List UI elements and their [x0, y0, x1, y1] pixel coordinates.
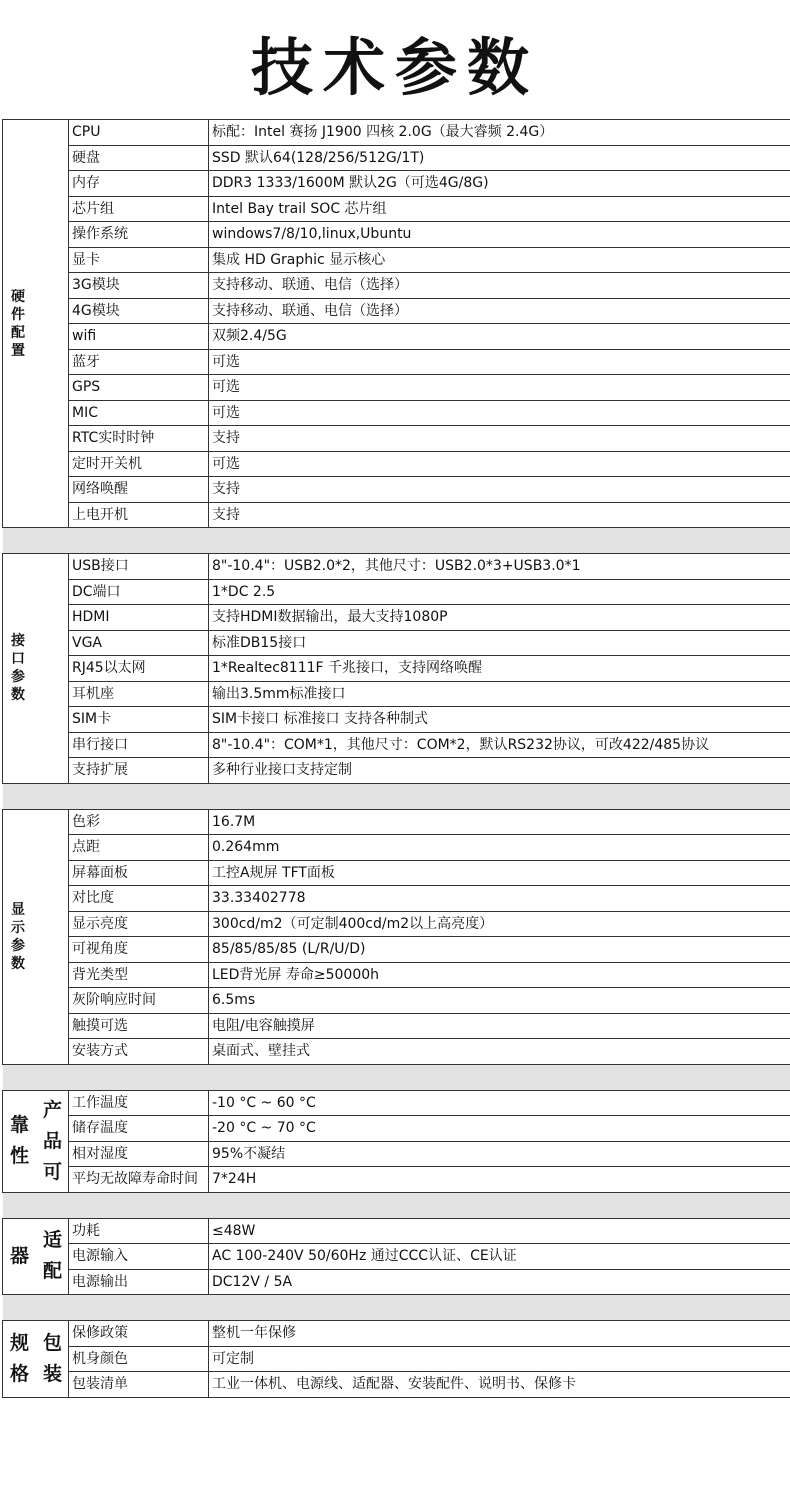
- spec-row-display: [3, 860, 790, 886]
- spec-value: windows7/8/10,linux,Ubuntu: [209, 222, 790, 248]
- spec-row-reliability: [3, 1090, 790, 1116]
- section-label-text: 硬件配置: [11, 288, 25, 359]
- section-label-right: 产品可: [42, 1098, 62, 1183]
- spec-key: 平均无故障寿命时间: [69, 1167, 209, 1193]
- spec-row-display: [3, 1013, 790, 1039]
- spec-key: 耳机座: [69, 681, 209, 707]
- spec-key: DC端口: [69, 579, 209, 605]
- spec-key: CPU: [69, 120, 209, 146]
- spec-key: 点距: [69, 835, 209, 861]
- section-divider-cell: [3, 1192, 790, 1218]
- spec-value: 工业一体机、电源线、适配器、安装配件、说明书、保修卡: [209, 1372, 790, 1398]
- spec-row-interface: [3, 707, 790, 733]
- spec-key: wifi: [69, 324, 209, 350]
- spec-value: 可选: [209, 451, 790, 477]
- spec-row-hardware: [3, 451, 790, 477]
- section-label-left: 规格: [9, 1331, 29, 1385]
- spec-key: 背光类型: [69, 962, 209, 988]
- spec-row-interface: [3, 630, 790, 656]
- spec-row-interface: [3, 681, 790, 707]
- spec-row-hardware: [3, 400, 790, 426]
- spec-row-hardware: [3, 502, 790, 528]
- spec-row-hardware: [3, 349, 790, 375]
- spec-row-hardware: [3, 145, 790, 171]
- spec-value: 支持移动、联通、电信（选择）: [209, 298, 790, 324]
- spec-key: 对比度: [69, 886, 209, 912]
- spec-value: 300cd/m2（可定制400cd/m2以上高亮度）: [209, 911, 790, 937]
- spec-key: 电源输入: [69, 1244, 209, 1270]
- spec-table: [2, 119, 790, 1398]
- spec-value: 支持移动、联通、电信（选择）: [209, 273, 790, 299]
- spec-row-hardware: [3, 477, 790, 503]
- spec-value: 整机一年保修: [209, 1321, 790, 1347]
- spec-value: 可选: [209, 349, 790, 375]
- section-label-package: [3, 1321, 69, 1398]
- spec-row-interface: [3, 605, 790, 631]
- spec-value: 16.7M: [209, 809, 790, 835]
- spec-key: HDMI: [69, 605, 209, 631]
- section-label-interface: [3, 554, 69, 784]
- section-label-text: 接口参数: [11, 633, 25, 704]
- spec-row-reliability: [3, 1167, 790, 1193]
- spec-value: 8"-10.4"：COM*1，其他尺寸：COM*2，默认RS232协议，可改422/485协议: [209, 732, 790, 758]
- spec-row-reliability: [3, 1116, 790, 1142]
- section-divider-cell: [3, 528, 790, 554]
- spec-key: 上电开机: [69, 502, 209, 528]
- spec-value: 85/85/85/85 (L/R/U/D): [209, 937, 790, 963]
- section-divider-cell: [3, 783, 790, 809]
- spec-row-display: [3, 1039, 790, 1065]
- spec-key: 显卡: [69, 247, 209, 273]
- spec-value: LED背光屏 寿命≥50000h: [209, 962, 790, 988]
- spec-value: 7*24H: [209, 1167, 790, 1193]
- spec-value: -20 °C ~ 70 °C: [209, 1116, 790, 1142]
- spec-key: 工作温度: [69, 1090, 209, 1116]
- section-divider-cell: [3, 1064, 790, 1090]
- spec-value: 6.5ms: [209, 988, 790, 1014]
- section-label-right: 适配: [42, 1229, 62, 1283]
- spec-row-interface: [3, 554, 790, 580]
- section-divider: [3, 528, 790, 554]
- spec-key: 灰阶响应时间: [69, 988, 209, 1014]
- spec-row-interface: [3, 579, 790, 605]
- spec-value: SIM卡接口 标准接口 支持各种制式: [209, 707, 790, 733]
- spec-row-hardware: [3, 426, 790, 452]
- spec-value: 双频2.4/5G: [209, 324, 790, 350]
- spec-row-hardware: [3, 196, 790, 222]
- section-divider: [3, 1192, 790, 1218]
- spec-value: 8"-10.4"：USB2.0*2，其他尺寸：USB2.0*3+USB3.0*1: [209, 554, 790, 580]
- spec-row-display: [3, 886, 790, 912]
- spec-value: 支持: [209, 426, 790, 452]
- spec-row-package: [3, 1321, 790, 1347]
- spec-key: 定时开关机: [69, 451, 209, 477]
- spec-key: 硬盘: [69, 145, 209, 171]
- spec-key: USB接口: [69, 554, 209, 580]
- section-divider-cell: [3, 1295, 790, 1321]
- spec-value: 标准DB15接口: [209, 630, 790, 656]
- spec-value: 支持HDMI数据输出，最大支持1080P: [209, 605, 790, 631]
- spec-row-hardware: [3, 247, 790, 273]
- spec-value: DDR3 1333/1600M 默认2G（可选4G/8G): [209, 171, 790, 197]
- spec-value: 多种行业接口支持定制: [209, 758, 790, 784]
- spec-key: 安装方式: [69, 1039, 209, 1065]
- spec-key: RTC实时时钟: [69, 426, 209, 452]
- spec-row-hardware: [3, 375, 790, 401]
- spec-key: 储存温度: [69, 1116, 209, 1142]
- spec-value: AC 100-240V 50/60Hz 通过CCC认证、CE认证: [209, 1244, 790, 1270]
- page-title: 技术参数: [250, 31, 539, 104]
- section-label-left: 靠性: [9, 1114, 29, 1167]
- spec-key: 操作系统: [69, 222, 209, 248]
- section-divider: [3, 783, 790, 809]
- spec-value: 95%不凝结: [209, 1141, 790, 1167]
- spec-value: -10 °C ~ 60 °C: [209, 1090, 790, 1116]
- spec-row-hardware: [3, 222, 790, 248]
- spec-table-body: [3, 120, 790, 1398]
- spec-row-adapter: [3, 1218, 790, 1244]
- spec-row-adapter: [3, 1269, 790, 1295]
- spec-value: 标配：Intel 赛扬 J1900 四核 2.0G（最大睿频 2.4G）: [209, 120, 790, 146]
- spec-row-hardware: [3, 171, 790, 197]
- spec-key: 4G模块: [69, 298, 209, 324]
- spec-key: GPS: [69, 375, 209, 401]
- spec-value: 电阻/电容触摸屏: [209, 1013, 790, 1039]
- spec-key: 串行接口: [69, 732, 209, 758]
- spec-value: 工控A规屏 TFT面板: [209, 860, 790, 886]
- spec-value: SSD 默认64(128/256/512G/1T): [209, 145, 790, 171]
- spec-row-hardware: [3, 324, 790, 350]
- spec-key: MIC: [69, 400, 209, 426]
- spec-value: 1*Realtec8111F 千兆接口，支持网络唤醒: [209, 656, 790, 682]
- section-label-right: 包装: [42, 1331, 62, 1385]
- spec-key: 可视角度: [69, 937, 209, 963]
- spec-value: 支持: [209, 502, 790, 528]
- spec-row-display: [3, 988, 790, 1014]
- spec-row-display: [3, 835, 790, 861]
- spec-key: 色彩: [69, 809, 209, 835]
- section-label-adapter: [3, 1218, 69, 1295]
- spec-row-interface: [3, 656, 790, 682]
- spec-value: 可选: [209, 375, 790, 401]
- spec-key: 蓝牙: [69, 349, 209, 375]
- spec-key: RJ45以太网: [69, 656, 209, 682]
- spec-row-package: [3, 1372, 790, 1398]
- spec-key: 功耗: [69, 1218, 209, 1244]
- spec-value: 可选: [209, 400, 790, 426]
- spec-key: 网络唤醒: [69, 477, 209, 503]
- spec-row-interface: [3, 732, 790, 758]
- spec-value: 输出3.5mm标准接口: [209, 681, 790, 707]
- section-divider: [3, 1064, 790, 1090]
- spec-row-adapter: [3, 1244, 790, 1270]
- spec-key: VGA: [69, 630, 209, 656]
- spec-row-hardware: [3, 298, 790, 324]
- spec-row-display: [3, 962, 790, 988]
- section-label-columns: [3, 1095, 69, 1188]
- spec-row-display: [3, 937, 790, 963]
- spec-key: 电源输出: [69, 1269, 209, 1295]
- spec-value: 1*DC 2.5: [209, 579, 790, 605]
- spec-key: 保修政策: [69, 1321, 209, 1347]
- spec-key: 机身颜色: [69, 1346, 209, 1372]
- spec-row-hardware: [3, 273, 790, 299]
- spec-key: 3G模块: [69, 273, 209, 299]
- section-label-reliability: [3, 1090, 69, 1192]
- spec-value: Intel Bay trail SOC 芯片组: [209, 196, 790, 222]
- spec-value: ≤48W: [209, 1218, 790, 1244]
- section-label-columns: [3, 1328, 69, 1390]
- spec-key: 相对湿度: [69, 1141, 209, 1167]
- section-label-hardware: [3, 120, 69, 528]
- spec-value: 桌面式、壁挂式: [209, 1039, 790, 1065]
- spec-value: 支持: [209, 477, 790, 503]
- spec-value: 33.33402778: [209, 886, 790, 912]
- spec-key: 屏幕面板: [69, 860, 209, 886]
- spec-row-interface: [3, 758, 790, 784]
- section-label-columns: [3, 1225, 69, 1287]
- spec-key: 包装清单: [69, 1372, 209, 1398]
- section-label-display: [3, 809, 69, 1064]
- spec-row-display: [3, 911, 790, 937]
- section-label-text: 显示参数: [11, 901, 25, 972]
- spec-key: 支持扩展: [69, 758, 209, 784]
- spec-value: 可定制: [209, 1346, 790, 1372]
- spec-key: 显示亮度: [69, 911, 209, 937]
- section-divider: [3, 1295, 790, 1321]
- spec-value: 0.264mm: [209, 835, 790, 861]
- section-label-left: 器: [9, 1244, 29, 1267]
- spec-key: 内存: [69, 171, 209, 197]
- spec-value: 集成 HD Graphic 显示核心: [209, 247, 790, 273]
- spec-row-reliability: [3, 1141, 790, 1167]
- spec-row-display: [3, 809, 790, 835]
- spec-row-package: [3, 1346, 790, 1372]
- spec-key: SIM卡: [69, 707, 209, 733]
- spec-key: 芯片组: [69, 196, 209, 222]
- spec-key: 触摸可选: [69, 1013, 209, 1039]
- spec-row-hardware: [3, 120, 790, 146]
- spec-value: DC12V / 5A: [209, 1269, 790, 1295]
